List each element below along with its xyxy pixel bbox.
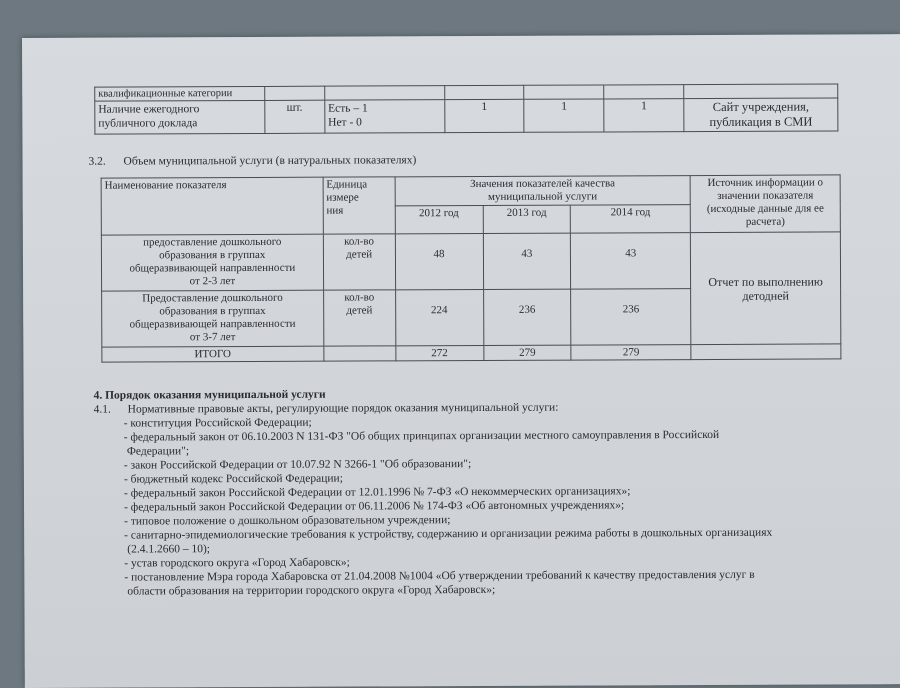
header-source: Источник информации о значении показателя (исходные данные для ее расчета) [690,175,840,233]
header-name: Наименование показателя [101,177,323,235]
volume-table [101,174,842,362]
header-year-2013: 2013 год [483,205,571,233]
row-unit: кол-во детей [323,234,395,290]
section-3-2-title: Объем муниципальной услуги (в натуральных показателях) [123,154,417,168]
list-item: - типовое положение о дошкольном образовательном учреждении; [124,514,451,528]
row-name: предоставление дошкольного образования в группах общеразвивающей направленности от 2-3 лет [101,234,323,291]
merged-source: Отчет по выполнению детодней [690,232,840,345]
value-2012: 224 [395,289,483,345]
list-item: - санитарно-эпидемиологические требования к устройству, содержанию и организации режима работы в дошкольных организациях [124,526,773,542]
value-cell: 1 [524,99,604,132]
options-cell: Есть – 1 Нет - 0 [325,100,445,134]
total-row [102,344,841,362]
header-unit: Единица измере ния [323,177,395,234]
list-item: - устав городского округа «Город Хабаровск»; [124,556,350,570]
list-item: области образования на территории городского округа «Город Хабаровск»; [127,583,496,598]
unit-cell: шт. [265,100,325,133]
list-item: - федеральный закон Российской Федерации от 06.11.2006 № 174-ФЗ «Об автономных учреждениях»; [124,499,625,514]
list-item: - постановление Мэра города Хабаровска от 21.04.2008 №1004 «Об утверждении требований к качеству предоставления услуг в [124,568,755,584]
list-item: - закон Российской Федерации от 10.07.92 N 3266-1 "Об образовании"; [123,458,472,472]
row-label-qualification: квалификационные категории [95,86,265,101]
list-item: - федеральный закон от 06.10.2003 N 131-ФЗ "Об общих принципах организации местного самоуправления в Российской [123,428,720,444]
header-year-2014: 2014 год [571,205,691,234]
row-unit: кол-во детей [323,290,395,346]
list-item: - бюджетный кодекс Российской Федерации; [123,472,343,486]
total-2012: 272 [395,345,483,360]
section-4-1-title: Нормативные правовые акты, регулирующие порядок оказания муниципальной услуги: [127,401,559,416]
list-item: (2.4.1.2660 – 10); [127,543,210,556]
quality-table-continuation [94,83,838,134]
list-item: Федерации"; [126,445,190,458]
value-2012: 48 [395,233,483,289]
row-label-public-report: Наличие ежегодного публичного доклада [95,100,265,134]
value-cell: 1 [444,99,524,132]
total-2013: 279 [483,345,571,360]
header-values: Значения показателей качества муниципальной услуги [395,176,691,206]
value-2014: 236 [571,289,691,346]
value-2013: 43 [483,233,571,289]
list-item: - федеральный закон Российской Федерации от 12.01.1996 № 7-ФЗ «О некоммерческих организациях»; [123,485,631,500]
table-row [101,232,840,291]
value-2014: 43 [571,233,691,290]
header-year-2012: 2012 год [395,205,483,233]
source-cell: Сайт учреждения, публикация в СМИ [684,98,838,132]
section-4-1-number: 4.1. [93,403,111,416]
total-label: ИТОГО [102,346,324,362]
section-4-heading: 4. Порядок оказания муниципальной услуги [93,388,326,402]
list-item: - конституция Российской Федерации; [123,416,312,430]
row-name: Предоставление дошкольного образования в группах общеразвивающей направленности от 3-7 лет [102,290,324,347]
value-2013: 236 [483,289,571,345]
value-cell: 1 [604,99,684,132]
document-page [22,34,900,688]
total-2014: 279 [571,345,691,361]
section-3-2-number: 3.2. [88,155,106,168]
